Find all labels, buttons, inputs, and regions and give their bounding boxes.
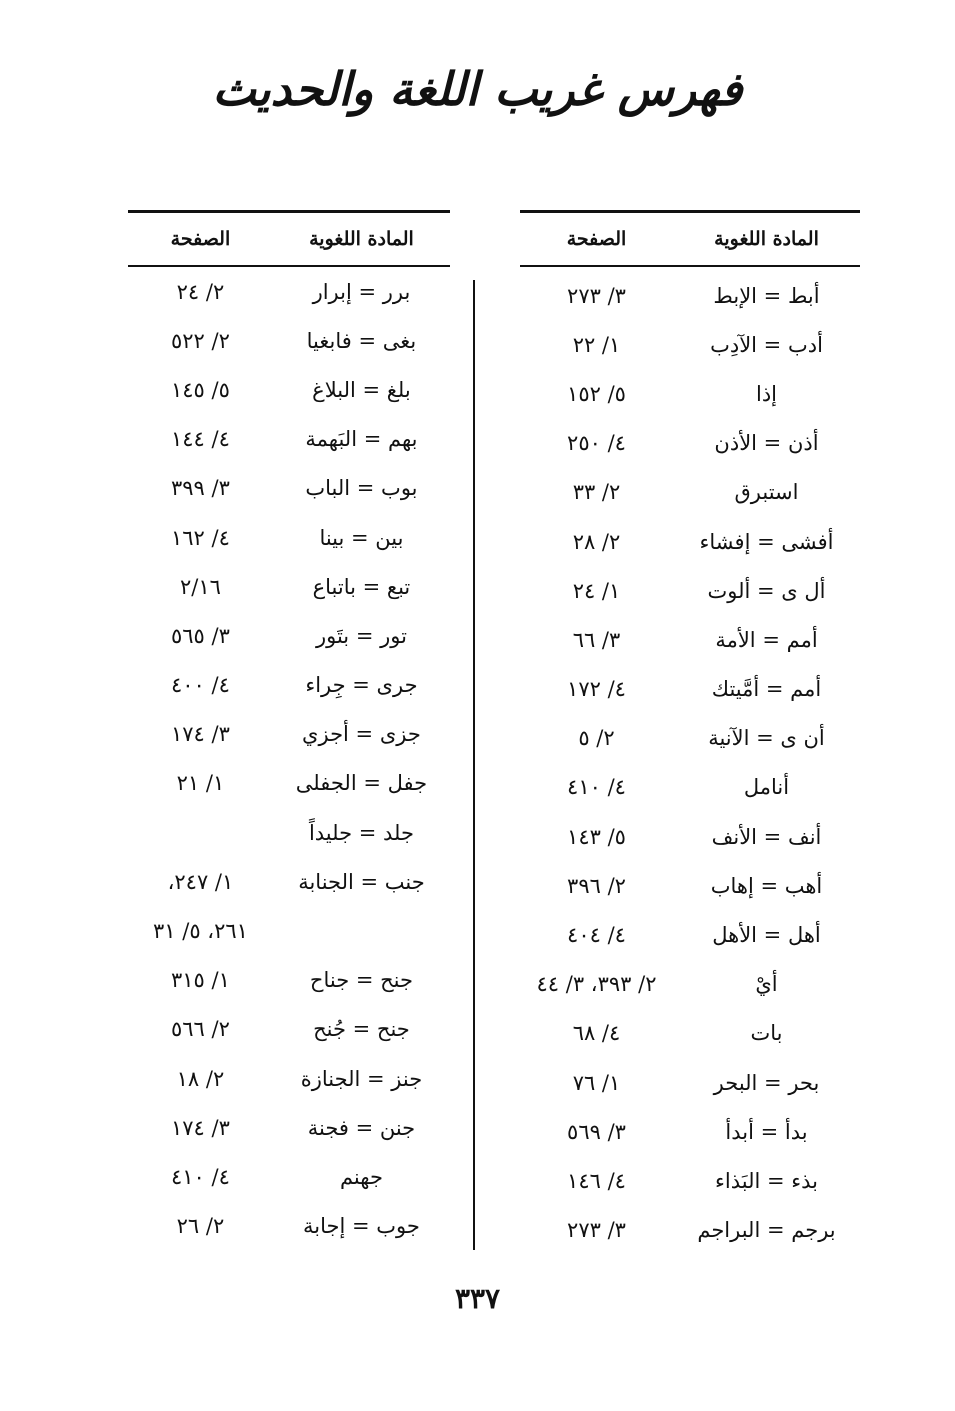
entry-page: ٤/ ٤٠٠ [171,673,230,698]
index-entry [128,562,450,611]
entry-word: جنح = جُنح [313,1017,410,1042]
entry-word: جوب = إجابة [303,1214,420,1239]
index-entry [520,369,860,418]
entry-page: ٤/ ١٧٢ [567,677,626,702]
index-column-left [128,210,450,1251]
index-entry [520,615,860,664]
index-entry [520,468,860,517]
entry-word: برجم = البراجم [697,1218,836,1243]
entry-word: أبط = الإبط [713,283,820,308]
index-entry [128,415,450,464]
entry-page: ٢/ ٣٩٦ [567,873,626,898]
entry-word: تبع = باتباع [312,574,411,599]
index-entry [128,267,450,316]
index-entry [128,759,450,808]
entry-word: جنن = فجنة [307,1115,416,1140]
header-word: المادة اللغوية [309,228,414,250]
index-entry [128,365,450,414]
entry-word: تور = بتَور [315,623,407,648]
entry-page: ٤/ ١٤٦ [567,1168,626,1193]
entry-word: بذء = البَذاء [715,1168,818,1193]
index-entry [520,271,860,320]
entry-page: ٥/ ١٤٥ [171,377,230,402]
entry-word: بوب = الباب [305,476,418,501]
table-header [520,213,860,265]
entry-word: أمم = الأمة [715,627,818,652]
entry-page: ١/ ٢٤٧، [167,869,234,894]
entry-word: جنز = الجنازة [300,1066,423,1091]
entry-word: بلغ = البلاغ [312,377,411,402]
index-entry [128,1005,450,1054]
entry-word: أنامل [743,775,790,800]
entry-page: ١/ ٣١٥ [171,968,230,993]
entry-word: بهم = البَهمة [305,427,418,452]
entry-word: بغى = فابغيا [306,328,417,353]
entry-word: أهل = الأهل [712,923,821,948]
entry-word: أل ى = ألوت [707,578,826,603]
index-entry [520,1107,860,1156]
header-page: الصفحة [170,228,231,250]
index-entry [520,419,860,468]
entry-page: ٤/ ٤١٠ [171,1164,230,1189]
entry-page: ١/ ٢١ [176,771,225,796]
entry-page: ٣/ ٦٦ [572,627,621,652]
entry-word: أدب = الآدِب [710,332,823,357]
index-entry [128,956,450,1005]
entry-page: ٤/ ١٤٤ [171,427,230,452]
entry-page: ٢/ ٣٣ [572,480,621,505]
page-number: ٣٣٧ [454,1282,501,1315]
entry-word: أمم = أمَّيتك [711,677,822,702]
entry-page: ٣/ ٢٧٣ [567,283,626,308]
entry-page: ٢/ ٢٦ [176,1214,225,1239]
entry-word: جلد = جليداً [308,820,414,845]
entry-page: ٤/ ١٦٢ [171,525,230,550]
entry-word: جفل = الجفلى [295,771,428,796]
entry-page: ٢/ ٥ [578,726,615,751]
header-page: الصفحة [566,228,627,250]
index-entry [520,910,860,959]
entry-page: ٣/ ٥٦٩ [567,1119,626,1144]
entry-word: أهب = إهاب [710,873,823,898]
entry-word: أذن = الأذن [714,431,819,456]
index-entry [128,661,450,710]
index-entry [520,665,860,714]
index-entry [128,611,450,660]
entry-page: ٥/ ١٤٣ [567,824,626,849]
index-entry [128,1103,450,1152]
column-divider [473,280,475,1250]
entry-page: ٥/ ١٥٢ [567,381,626,406]
entry-page: ٣/ ١٧٤ [171,1115,230,1140]
entry-page: ٢/ ٣٩٣، ٣/ ٤٤ [536,972,657,997]
entry-page: ٢/ ٥٢٢ [171,328,230,353]
index-entry [128,857,450,906]
index-entry [520,861,860,910]
entry-page: ٢/ ٥٦٦ [171,1017,230,1042]
entry-word: بات [750,1021,783,1046]
index-rows [520,267,860,1255]
entry-page: ٤/ ٤٠٤ [567,923,626,948]
index-entry [128,808,450,857]
entry-page: ١/ ٧٦ [572,1070,621,1095]
index-entry [128,464,450,513]
index-entry [128,1152,450,1201]
index-entry [520,714,860,763]
index-entry [128,316,450,365]
entry-page: ٤/ ٦٨ [572,1021,621,1046]
entry-page: ٣/ ٥٦٥ [171,623,230,648]
entry-page: ٢٦١، ٥/ ٣١ [153,919,248,944]
entry-word: أيْ [755,972,778,997]
entry-word: جنح = جناح [309,968,413,993]
entry-word: جزى = أجزي [302,722,421,747]
entry-word: بحر = البحر [713,1070,820,1095]
entry-word: أفشى = إفشاء [699,529,834,554]
entry-word: بين = بينا [319,525,404,550]
entry-page: ٣/ ٣٩٩ [171,476,230,501]
index-entry [520,1058,860,1107]
index-column-right [520,210,860,1255]
table-header [128,213,450,265]
index-entry [520,960,860,1009]
entry-word: إذا [755,381,778,406]
index-entry [520,1009,860,1058]
entry-word: بدأ = أبدأ [725,1119,808,1144]
index-entry [128,1202,450,1251]
entry-page: ١/ ٢٢ [572,332,621,357]
entry-word: جهنم [339,1164,383,1189]
index-entry [520,1156,860,1205]
index-entry [520,763,860,812]
index-entry [128,1054,450,1103]
entry-page: ١/ ٢٤ [572,578,621,603]
entry-page: ٢/ ٢٨ [572,529,621,554]
page-title: فهرس غريب اللغة والحديث [212,62,743,116]
entry-page: ٤/ ٤١٠ [567,775,626,800]
index-entry [128,710,450,759]
entry-word: أن ى = الآنية [708,726,825,751]
entry-page: ٣/ ١٧٤ [171,722,230,747]
index-entry [128,906,450,955]
entry-page: ٤/ ٢٥٠ [567,431,626,456]
header-word: المادة اللغوية [714,228,819,250]
entry-word: جرى = جِراء [305,673,418,698]
entry-page: ٣/ ٢٧٣ [567,1218,626,1243]
entry-word: استبرق [734,480,799,505]
entry-page: ٢/ ١٨ [176,1066,225,1091]
entry-word: جنب = الجنابة [298,869,425,894]
index-entry [520,812,860,861]
index-entry [520,1206,860,1255]
index-entry [128,513,450,562]
entry-word: أنف = الأنف [711,824,822,849]
entry-page: ٢/ ٢٤ [176,279,225,304]
entry-word: برر = إبرار [312,279,411,304]
index-entry [520,517,860,566]
index-rows [128,267,450,1251]
index-entry [520,320,860,369]
index-entry [520,566,860,615]
entry-page: ٢/١٦ [179,574,221,599]
